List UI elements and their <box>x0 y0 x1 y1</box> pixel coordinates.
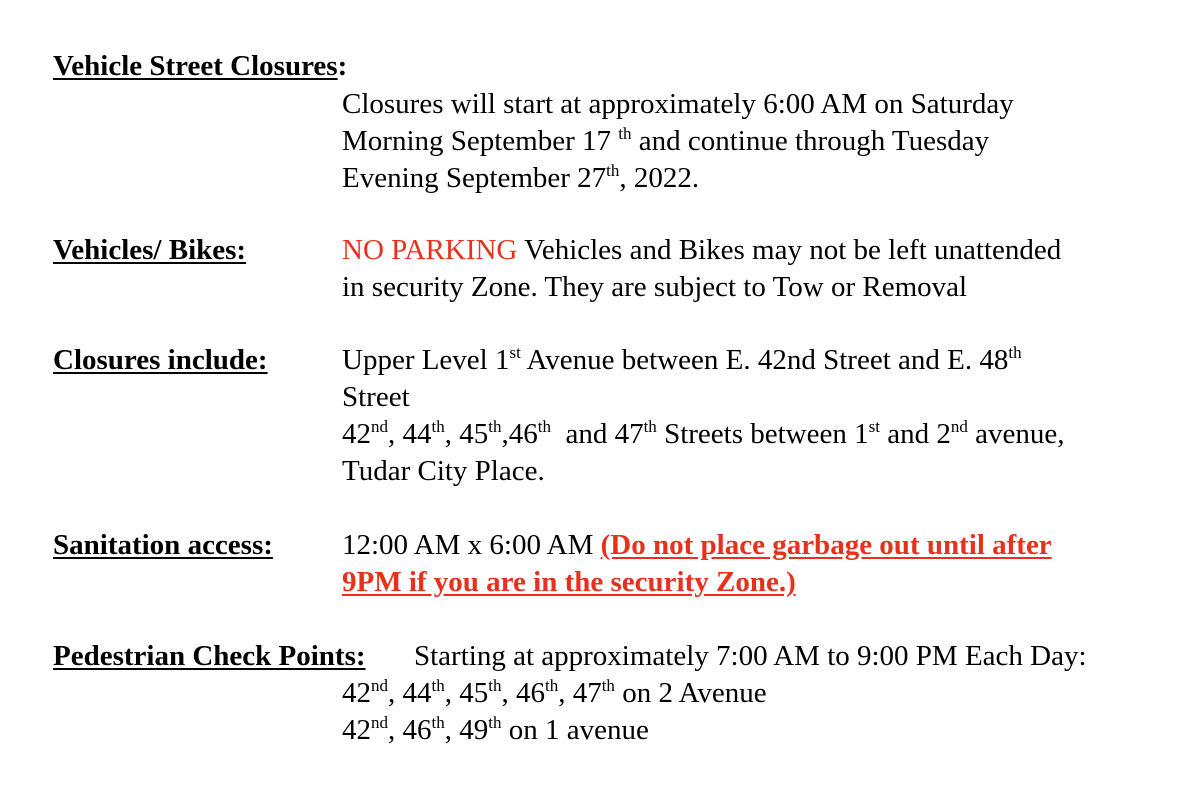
text-run: , 47 <box>558 677 602 709</box>
superscript: nd <box>371 713 388 732</box>
text-run: , 44 <box>388 418 432 450</box>
superscript: th <box>618 124 632 143</box>
pedestrian-checkpoints-heading: Pedestrian Check Points: <box>53 640 366 672</box>
sanitation-access-heading: Sanitation access: <box>53 529 273 561</box>
superscript: th <box>643 417 657 436</box>
sanitation-description <box>342 527 1172 601</box>
text-run: 42 <box>342 418 371 450</box>
garbage-warning-cont: 9PM if you are in the security Zone.) <box>342 566 796 598</box>
vehicles-bikes-description <box>342 232 1172 306</box>
text-run: Avenue between E. 42nd Street and E. 48 <box>520 344 1009 376</box>
text-run: and continue through Tuesday <box>631 125 990 157</box>
vehicles-line-1 <box>342 232 1172 269</box>
text-run: and 2 <box>879 418 951 450</box>
text-run: , 45 <box>444 418 489 450</box>
pedestrian-description <box>342 675 1172 749</box>
superscript: nd <box>950 417 968 436</box>
superscript: th <box>431 676 445 695</box>
text-run: Morning September 17 <box>342 125 619 157</box>
superscript: th <box>606 161 620 180</box>
superscript: th <box>537 417 551 436</box>
vehicles-line-2: in security Zone. They are subject to Tow or Removal <box>342 271 968 303</box>
sanitation-hours: 12:00 AM x 6:00 AM <box>342 529 601 561</box>
superscript: th <box>488 713 502 732</box>
heading-text: Vehicle Street Closures <box>53 50 338 82</box>
include-line-2: Street <box>342 381 410 413</box>
sanitation-line-1 <box>342 527 1172 564</box>
superscript: th <box>488 676 502 695</box>
text-run: , 49 <box>444 714 489 746</box>
closures-include-description <box>342 342 1172 490</box>
text-run: 42 <box>342 714 371 746</box>
closures-line-2 <box>342 123 1172 160</box>
text-run: 42 <box>342 677 371 709</box>
text-run: , 45 <box>444 677 489 709</box>
text-run: Vehicles and Bikes may not be left unattended <box>517 234 1062 266</box>
text-run: Upper Level 1 <box>342 344 510 376</box>
garbage-warning: (Do not place garbage out until after <box>600 529 1052 561</box>
closures-line-1: Closures will start at approximately 6:00 AM on Saturday <box>342 88 1014 120</box>
heading-colon: : <box>337 50 348 82</box>
include-line-1 <box>342 342 1172 379</box>
pedestrian-line-1 <box>342 675 1172 712</box>
closures-description <box>342 86 1172 197</box>
text-run: ,46 <box>501 418 538 450</box>
vehicle-street-closures-heading <box>53 48 347 85</box>
text-run: and 47 <box>550 418 644 450</box>
closures-line-3 <box>342 160 1172 197</box>
text-run: , 46 <box>501 677 545 709</box>
superscript: st <box>509 343 521 362</box>
text-run: on 1 avenue <box>501 714 649 746</box>
superscript: nd <box>371 417 388 436</box>
pedestrian-intro: Starting at approximately 7:00 AM to 9:00 PM Each Day: <box>414 640 1087 672</box>
text-run: , 46 <box>388 714 432 746</box>
include-line-3 <box>342 416 1172 453</box>
no-parking-alert: NO PARKING <box>342 234 518 266</box>
sanitation-line-2 <box>342 564 1172 601</box>
superscript: th <box>1008 343 1022 362</box>
text-run: Streets between 1 <box>656 418 869 450</box>
superscript: st <box>868 417 880 436</box>
superscript: th <box>431 417 445 436</box>
superscript: th <box>544 676 559 695</box>
superscript: nd <box>371 676 388 695</box>
pedestrian-line-2 <box>342 712 1172 749</box>
text-run: , 2022. <box>619 162 700 194</box>
include-line-4: Tudar City Place. <box>342 455 545 487</box>
superscript: th <box>488 417 502 436</box>
text-run: , 44 <box>388 677 432 709</box>
vehicles-bikes-heading: Vehicles/ Bikes: <box>53 234 247 266</box>
text-run: on 2 Avenue <box>614 677 767 709</box>
closures-include-heading: Closures include: <box>53 344 268 376</box>
text-run: Evening September 27 <box>342 162 607 194</box>
text-run: avenue, <box>967 418 1065 450</box>
superscript: th <box>431 713 445 732</box>
superscript: th <box>601 676 615 695</box>
